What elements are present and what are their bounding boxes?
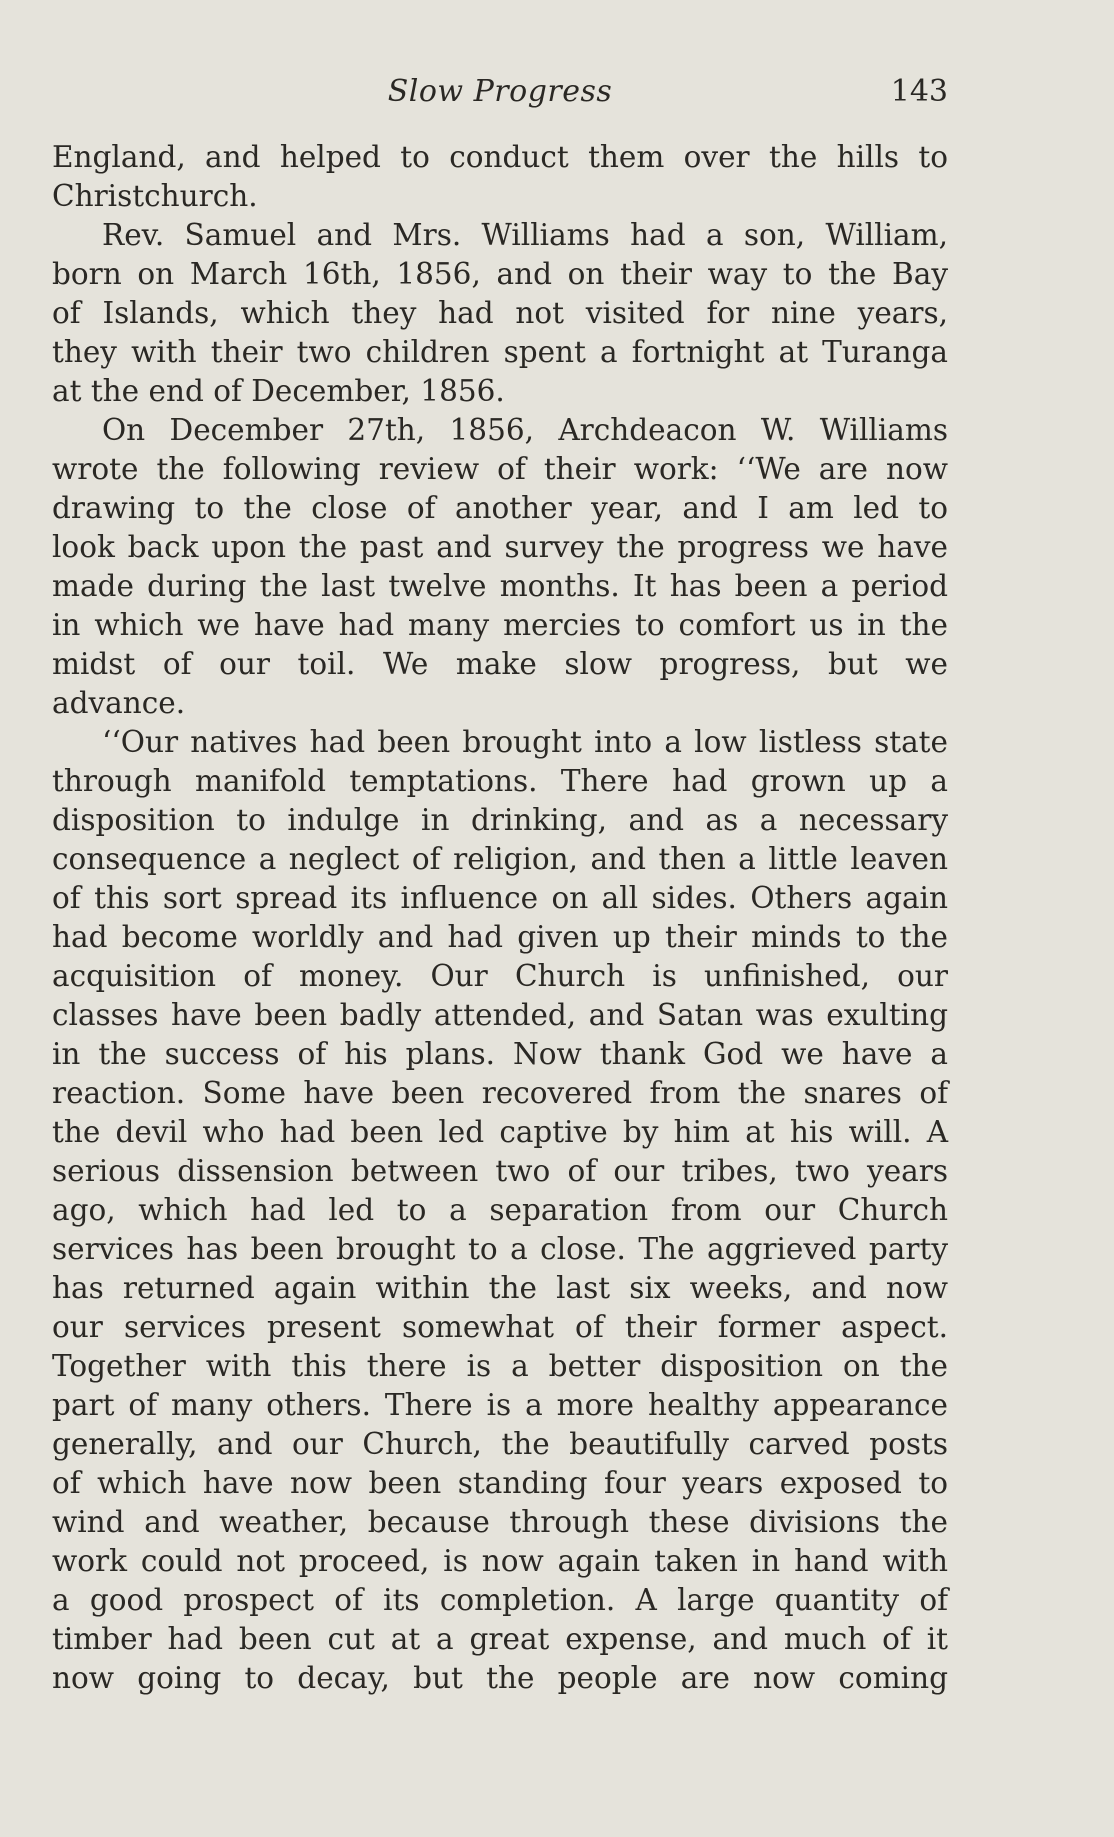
text-line: wrote the following review of their work: ‘‘We are now [52, 452, 948, 486]
text-line: timber had been cut at a great expense, and much of it [52, 1622, 948, 1656]
text-line: England, and helped to conduct them over the hills to [52, 140, 948, 174]
text-line: in the success of his plans. Now thank God we have a [52, 1037, 948, 1071]
text-line: made during the last twelve months. It has been a period [52, 569, 948, 603]
text-line: born on March 16th, 1856, and on their way to the Bay [52, 257, 948, 291]
text-line: at the end of December, 1856. [52, 374, 505, 408]
text-line: through manifold temptations. There had grown up a [52, 764, 948, 798]
text-line: ago, which had led to a separation from our Church [52, 1193, 948, 1227]
text-line: acquisition of money. Our Church is unfinished, our [52, 959, 948, 993]
text-line: Christchurch. [52, 179, 258, 213]
text-line: Rev. Samuel and Mrs. Williams had a son, William, [102, 218, 948, 252]
paragraph [52, 216, 948, 411]
text-line: On December 27th, 1856, Archdeacon W. Williams [102, 413, 948, 447]
text-line: disposition to indulge in drinking, and as a necessary [52, 803, 948, 837]
text-line: consequence a neglect of religion, and then a little leaven [52, 842, 948, 876]
body-text [52, 138, 948, 1698]
text-line: drawing to the close of another year, and I am led to [52, 491, 948, 525]
text-line: has returned again within the last six weeks, and now [52, 1271, 948, 1305]
text-line: the devil who had been led captive by him at his will. A [52, 1115, 948, 1149]
running-title: Slow Progress [387, 74, 613, 109]
text-line: advance. [52, 686, 186, 720]
text-line: midst of our toil. We make slow progress, but we [52, 647, 948, 681]
paragraph [52, 723, 948, 1698]
text-line: in which we have had many mercies to comfort us in the [52, 608, 948, 642]
text-line: part of many others. There is a more healthy appearance [52, 1388, 948, 1422]
paragraph [52, 411, 948, 723]
text-line: had become worldly and had given up their minds to the [52, 920, 948, 954]
text-line: of which have now been standing four years exposed to [52, 1466, 948, 1500]
text-line: our services present somewhat of their former aspect. [52, 1310, 948, 1344]
text-line: ‘‘Our natives had been brought into a low listless state [102, 725, 948, 759]
text-line: they with their two children spent a fortnight at Turanga [52, 335, 948, 369]
paragraph [52, 138, 948, 216]
text-line: generally, and our Church, the beautifully carved posts [52, 1427, 948, 1461]
text-line: look back upon the past and survey the progress we have [52, 530, 948, 564]
page-header [52, 74, 948, 120]
text-line: Together with this there is a better disposition on the [52, 1349, 948, 1383]
text-line: wind and weather, because through these divisions the [52, 1505, 948, 1539]
text-line: serious dissension between two of our tribes, two years [52, 1154, 948, 1188]
text-line: reaction. Some have been recovered from the snares of [52, 1076, 948, 1110]
text-line: of this sort spread its influence on all sides. Others again [52, 881, 948, 915]
text-line: classes have been badly attended, and Satan was exulting [52, 998, 948, 1032]
text-line: services has been brought to a close. The aggrieved party [52, 1232, 948, 1266]
text-line: of Islands, which they had not visited for nine years, [52, 296, 948, 330]
page-number: 143 [890, 74, 948, 109]
text-line: a good prospect of its completion. A large quantity of [52, 1583, 948, 1617]
text-line: now going to decay, but the people are now coming [52, 1661, 948, 1695]
text-line: work could not proceed, is now again taken in hand with [52, 1544, 948, 1578]
